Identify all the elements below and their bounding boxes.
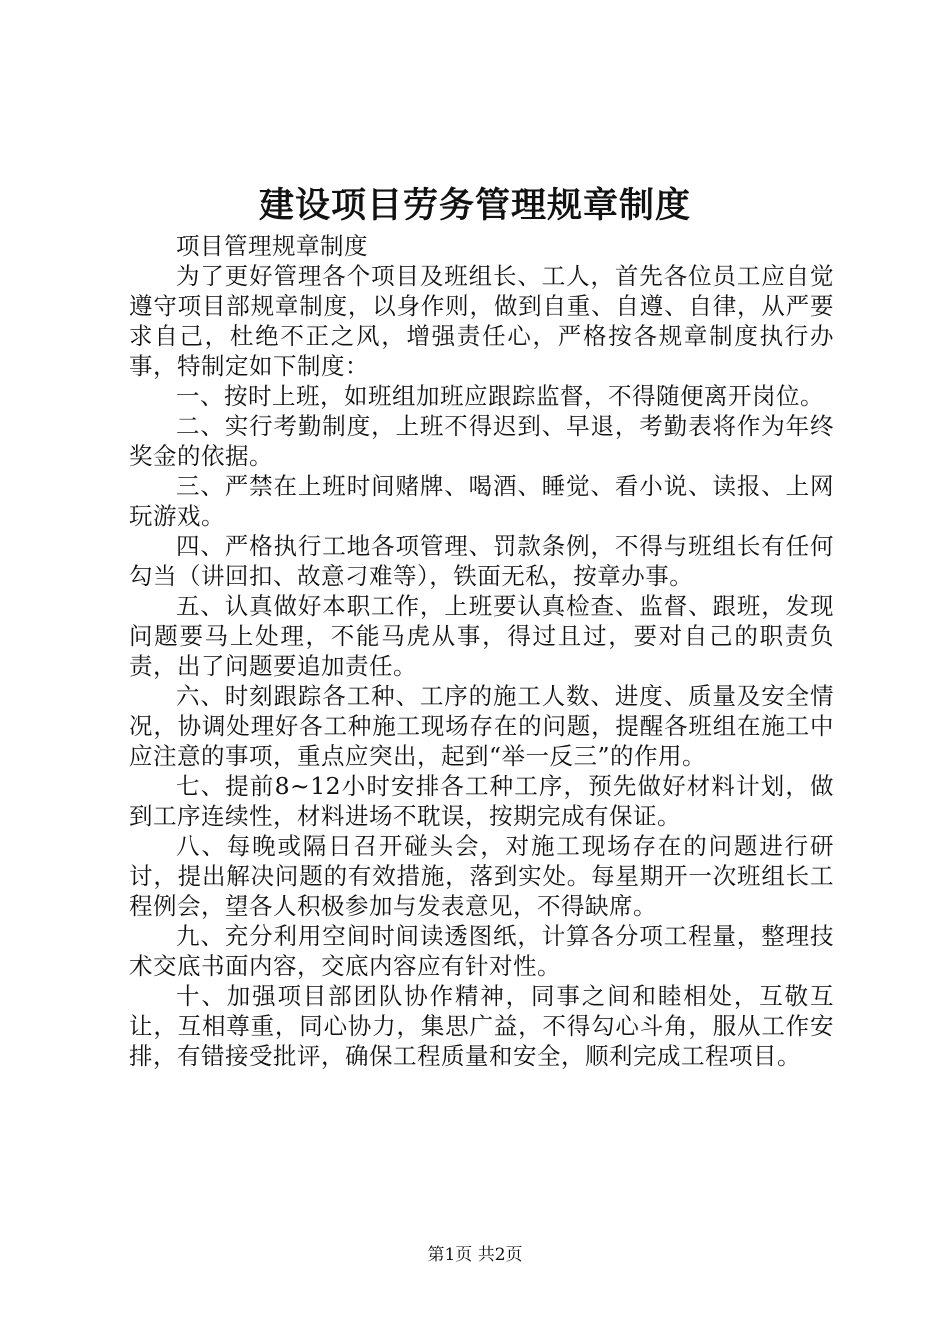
rule-item-6: 六、时刻跟踪各工种、工序的施工人数、进度、质量及安全情况，协调处理好各工种施工现场存在的问题，提醒各班组在施工中应注意的事项，重点应突出，起到“举一反三”的作用。 xyxy=(129,682,834,770)
document-title: 建设项目劳务管理规章制度 xyxy=(258,185,691,226)
rule-item-7: 七、提前8~12小时安排各工种工序，预先做好材料计划，做到工序连续性，材料进场不耽误，按期完成有保证。 xyxy=(129,772,834,830)
intro-paragraph: 为了更好管理各个项目及班组长、工人，首先各位员工应自觉遵守项目部规章制度，以身作则，做到自重、自遵、自律，从严要求自己，杜绝不正之风，增强责任心，严格按各规章制度执行办事，特制定如下制度： xyxy=(129,262,834,380)
page-footer: 第1页 共2页 xyxy=(427,1245,523,1265)
rule-item-10: 十、加强项目部团队协作精神，同事之间和睦相处，互敬互让，互相尊重，同心协力，集思广益，不得勾心斗角，服从工作安排，有错接受批评，确保工程质量和安全，顺利完成工程项目。 xyxy=(129,982,834,1070)
document-body xyxy=(129,231,834,1071)
rule-item-8: 八、每晚或隔日召开碰头会，对施工现场存在的问题进行研讨，提出解决问题的有效措施，落到实处。每星期开一次班组长工程例会，望各人积极参加与发表意见，不得缺席。 xyxy=(129,832,834,920)
rule-item-2: 二、实行考勤制度，上班不得迟到、早退，考勤表将作为年终奖金的依据。 xyxy=(129,412,834,470)
rule-item-9: 九、充分利用空间时间读透图纸，计算各分项工程量，整理技术交底书面内容，交底内容应有针对性。 xyxy=(129,922,834,980)
rule-item-3: 三、严禁在上班时间赌牌、喝酒、睡觉、看小说、读报、上网玩游戏。 xyxy=(129,472,834,530)
document-subtitle: 项目管理规章制度 xyxy=(176,232,368,260)
rule-item-1: 一、按时上班，如班组加班应跟踪监督，不得随便离开岗位。 xyxy=(176,382,824,410)
rule-item-5: 五、认真做好本职工作，上班要认真检查、监督、跟班，发现问题要马上处理，不能马虎从事，得过且过，要对自己的职责负责，出了问题要追加责任。 xyxy=(129,592,834,680)
rule-item-4: 四、严格执行工地各项管理、罚款条例，不得与班组长有任何勾当（讲回扣、故意刁难等），铁面无私，按章办事。 xyxy=(129,532,834,590)
